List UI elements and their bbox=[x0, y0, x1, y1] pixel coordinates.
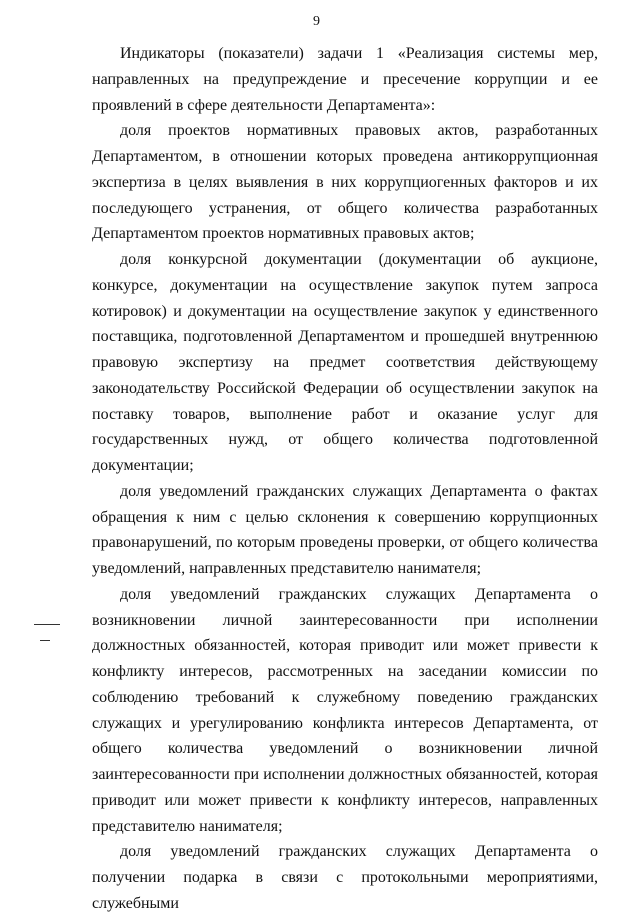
paragraph-indicator-3: доля уведомлений гражданских служащих Департамента о фактах обращения к ним с целью склонения к совершению коррупционных правонарушений, по которым проведены проверки, от общего количества уведомлений, направленных представителю нанимателя; bbox=[92, 482, 598, 577]
page-number: 9 bbox=[313, 14, 320, 29]
paragraph-indicator-2: доля конкурсной документации (документации об аукционе, конкурсе, документации на осуществление закупок путем запроса котировок) и документации на осуществление закупок у единственного поставщика, подготовленной Департаментом и прошедшей внутреннюю правовую экспертизу на предмет соответствия действующему законодательству Российской Федерации об осуществлении закупок на поставку товаров, выполнение работ и оказание услуг для государственных нужд, от общего количества подготовленной документации; bbox=[92, 251, 598, 474]
paragraph-indicator-5: доля уведомлений гражданских служащих Департамента о получении подарка в связи с протокольными мероприятиями, служебными bbox=[92, 843, 598, 912]
scan-mark bbox=[40, 640, 50, 641]
scan-mark bbox=[34, 624, 60, 625]
paragraph-indicator-1: доля проектов нормативных правовых актов, разработанных Департаментом, в отношении которых проведена антикоррупционная экспертиза в целях выявления в них коррупциогенных факторов и их последующего устранения, от общего количества разработанных Департаментом проектов нормативных правовых актов; bbox=[92, 122, 598, 243]
main-text bbox=[92, 41, 598, 917]
paragraph-intro: Индикаторы (показатели) задачи 1 «Реализация системы мер, направленных на предупреждение и пресечение коррупции и ее проявлений в сфере деятельности Департамента»: bbox=[92, 45, 598, 114]
paragraph-indicator-4: доля уведомлений гражданских служащих Департамента о возникновении личной заинтересованности при исполнении должностных обязанностей, которая приводит или может привести к конфликту интересов, рассмотренных на заседании комиссии по соблюдению требований к служебному поведению гражданских служащих и урегулированию конфликта интересов Департамента, от общего количества уведомлений о возникновении личной заинтересованности при исполнении должностных обязанностей, которая приводит или может привести к конфликту интересов, направленных представителю нанимателя; bbox=[92, 585, 598, 835]
scan-edge-marks bbox=[0, 0, 80, 905]
